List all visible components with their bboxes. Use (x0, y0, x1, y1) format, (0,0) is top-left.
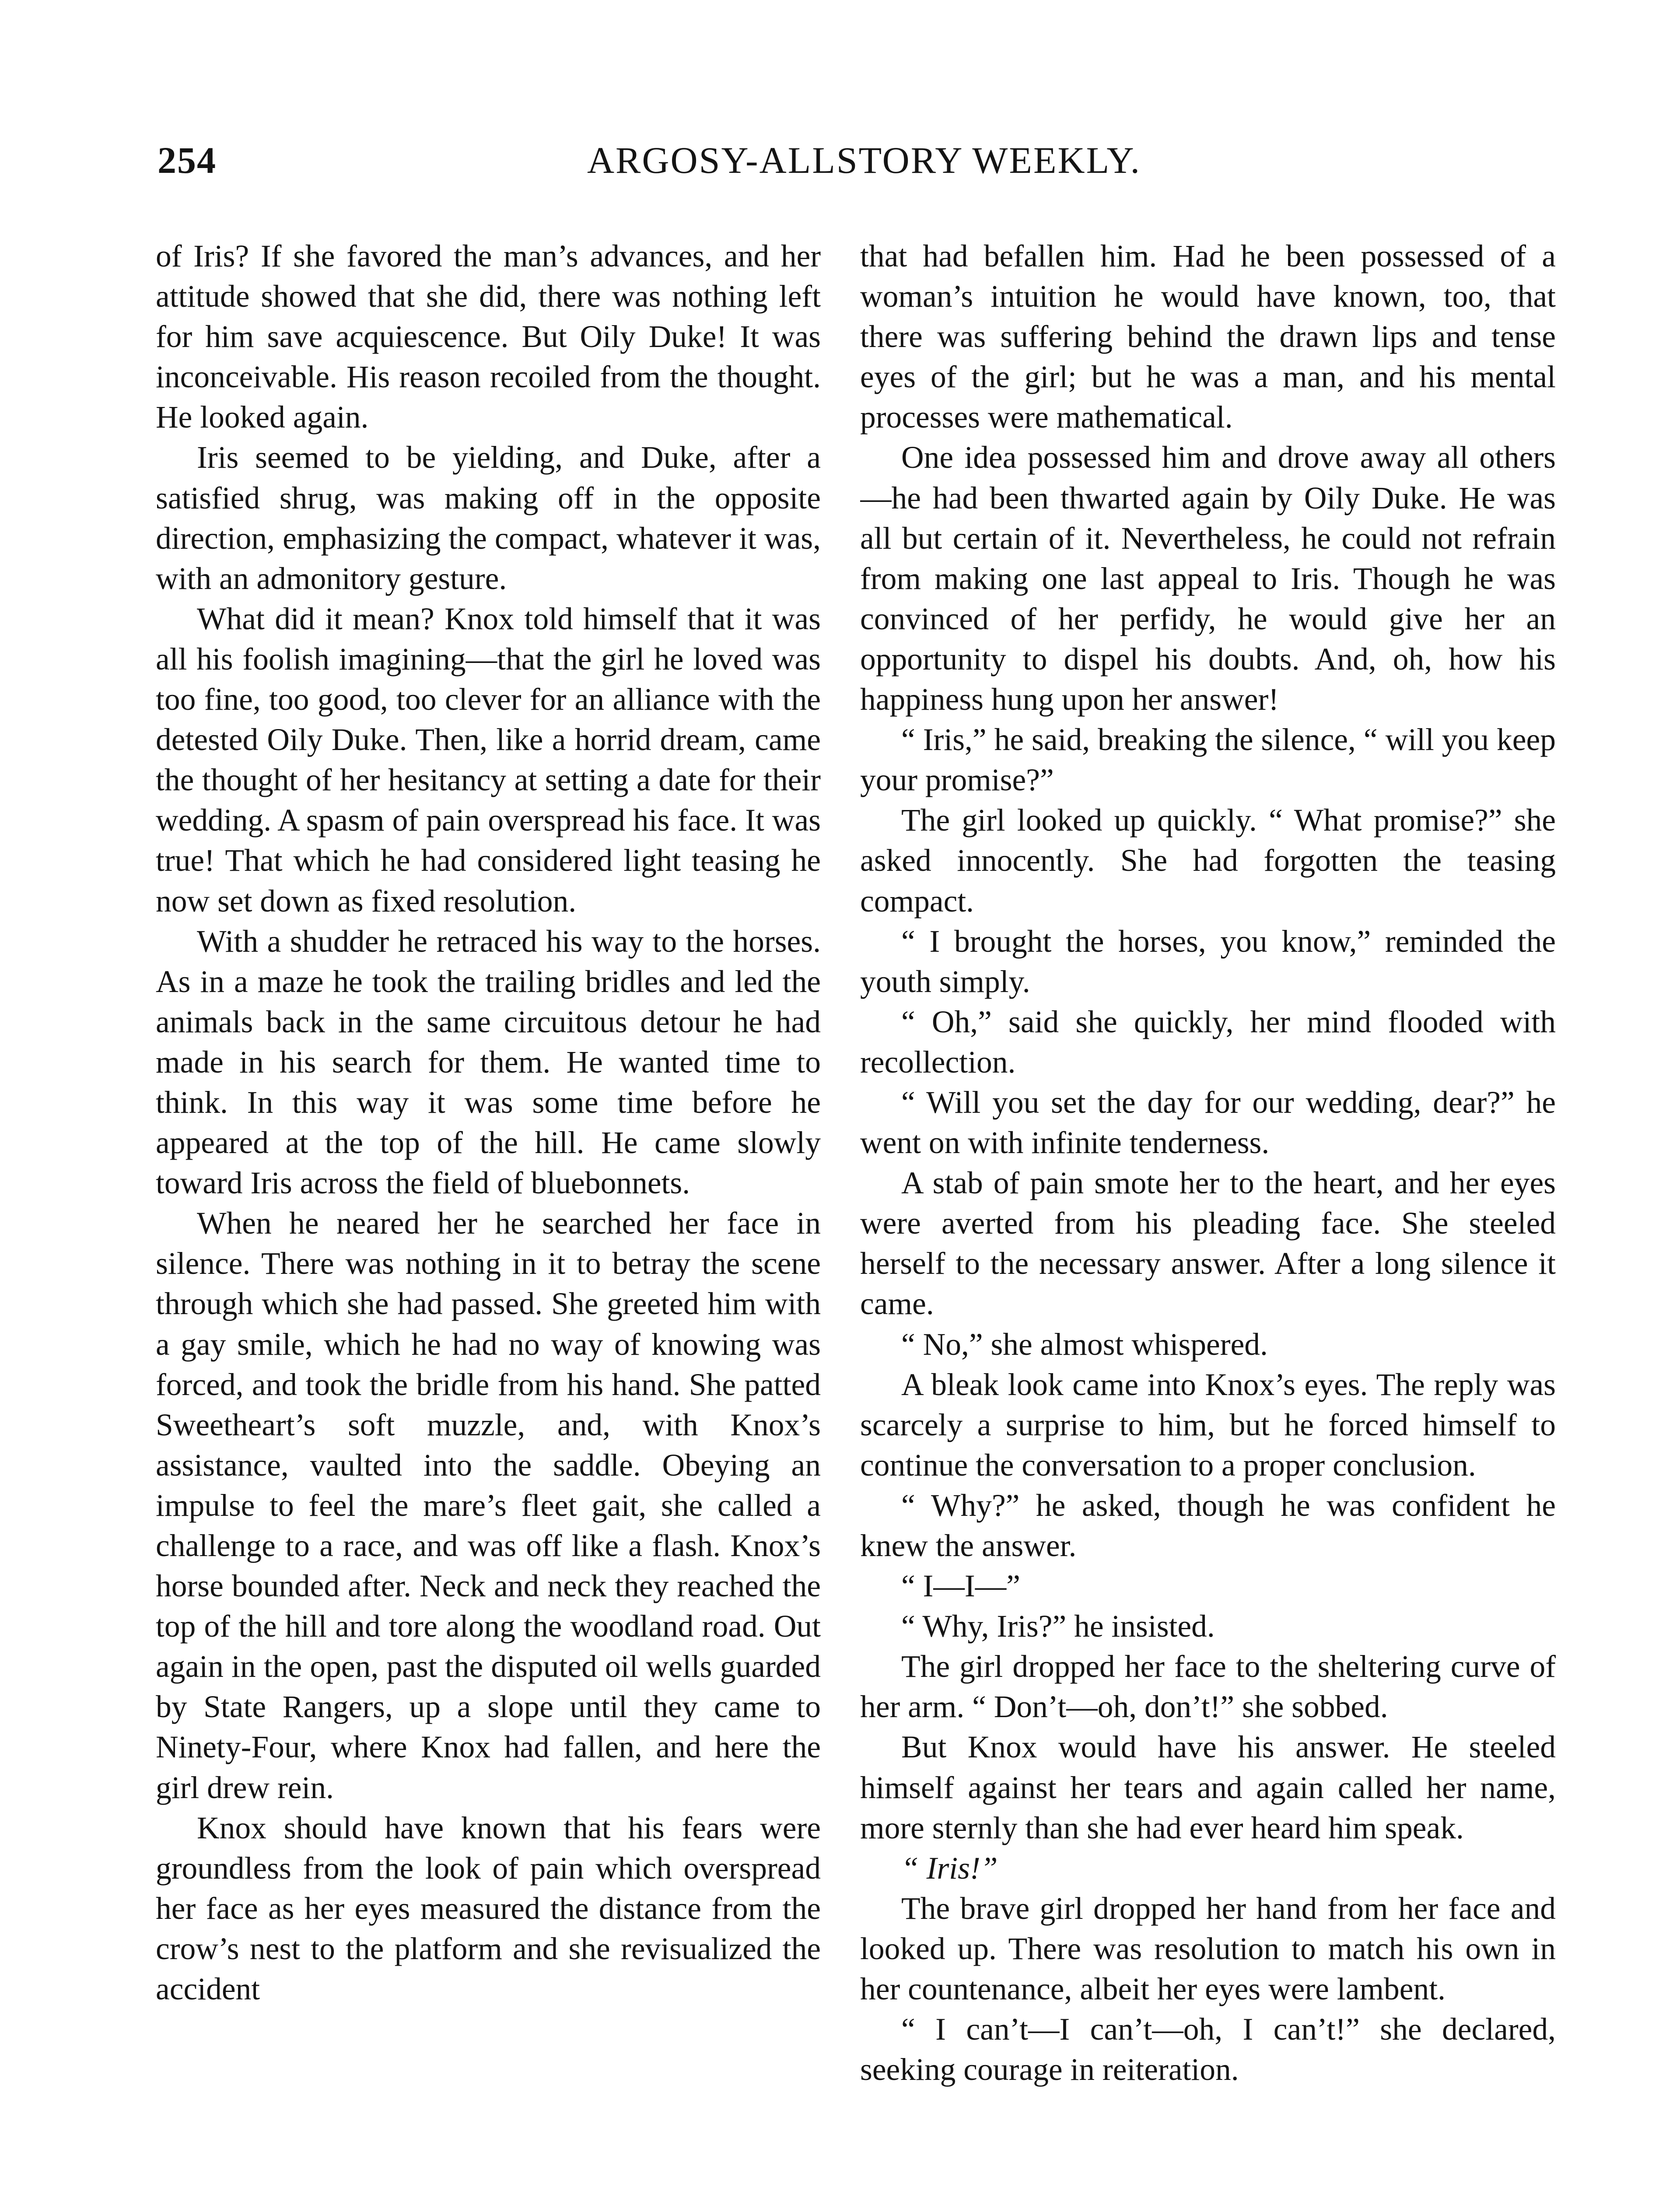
right-column-paragraph: The brave girl dropped her hand from her face and looked up. There was resolution to match his own in her countenance, albeit her eyes were lambent. (860, 1891, 1556, 2007)
left-column-paragraph: Knox should have known that his fears were groundless from the look of pain which overspread her face as her eyes measured the distance from the crow’s nest to the platform and she revisualized the accident (156, 1810, 821, 2007)
right-column-paragraph: “ Will you set the day for our wedding, dear?” he went on with infinite tenderness. (860, 1085, 1556, 1161)
left-column-paragraph: With a shudder he retraced his way to the horses. As in a maze he took the trailing bridles and led the animals back in the same circuitous detour he had made in his search for them. He wanted time to think. In this way it was some time before he appeared at the top of the hill. He came slowly toward Iris across the field of bluebonnets. (156, 924, 821, 1201)
right-column-paragraph: “ No,” she almost whispered. (901, 1327, 1268, 1362)
right-column-paragraph: But Knox would have his answer. He steeled himself against her tears and again called her name, more sternly than she had ever heard him speak. (860, 1730, 1556, 1845)
left-column-paragraph: When he neared her he searched her face in silence. There was nothing in it to betray the scene through which she had passed. She greeted him with a gay smile, which he had no way of knowing was forced, and took the bridle from his hand. She patted Sweetheart’s soft muzzle, and, with Knox’s assistance, vaulted into the saddle. Obeying an impulse to feel the mare’s fleet gait, she called a challenge to a race, and was off like a flash. Knox’s horse bounded after. Neck and neck they reached the top of the hill and tore along the woodland road. Out again in the open, past the disputed oil wells guarded by State Rangers, up a slope until they came to Ninety-Four, where Knox had fallen, and here the girl drew rein. (156, 1206, 821, 1805)
right-column-paragraph: “ I brought the horses, you know,” reminded the youth simply. (860, 924, 1556, 999)
right-column-paragraph: “ I—I—” (901, 1569, 1020, 1604)
left-column-paragraph: Iris seemed to be yielding, and Duke, after a satisfied shrug, was making off in the opposite direction, emphasizing the compact, whatever it was, with an admonitory gesture. (156, 440, 821, 596)
right-column-paragraph: The girl looked up quickly. “ What promise?” she asked innocently. She had forgotten the teasing compact. (860, 803, 1556, 919)
page-header (158, 138, 1571, 191)
right-column-paragraph: The girl dropped her face to the sheltering curve of her arm. “ Don’t—oh, don’t!” she sobbed. (860, 1649, 1556, 1725)
left-column-paragraph: What did it mean? Knox told himself that it was all his foolish imagining—that the girl he loved was too fine, too good, too clever for an alliance with the detested Oily Duke. Then, like a horrid dream, came the thought of her hesitancy at setting a date for their wedding. A spasm of pain overspread his face. It was true! That which he had considered light teasing he now set down as fixed resolution. (156, 601, 821, 919)
right-column-paragraph: “ I can’t—I can’t—oh, I can’t!” she declared, seeking courage in reiteration. (860, 2012, 1556, 2087)
page-number: 254 (158, 139, 217, 181)
right-column-paragraph: “ Iris!” (901, 1851, 998, 1886)
right-column-paragraph: A stab of pain smote her to the heart, and her eyes were averted from his pleading face. She steeled herself to the necessary answer. After a long silence it came. (860, 1166, 1556, 1322)
right-column-paragraph: One idea possessed him and drove away all others—he had been thwarted again by Oily Duke. He was all but certain of it. Nevertheless, he could not refrain from making one last appeal to Iris. Though he was convinced of her perfidy, he would give her an opportunity to dispel his doubts. And, oh, how his happiness hung upon her answer! (860, 440, 1556, 717)
left-column-paragraph: of Iris? If she favored the man’s advances, and her attitude showed that she did, there was nothing left for him save acquiescence. But Oily Duke! It was inconceivable. His reason recoiled from the thought. He looked again. (156, 239, 821, 435)
right-column-paragraph: “ Oh,” said she quickly, her mind flooded with recollection. (860, 1004, 1556, 1080)
right-column-paragraph: “ Iris,” he said, breaking the silence, “ will you keep your promise?” (860, 722, 1556, 798)
right-column-paragraph: A bleak look came into Knox’s eyes. The reply was scarcely a surprise to him, but he forced himself to continue the conversation to a proper conclusion. (860, 1367, 1556, 1483)
right-column (860, 236, 1556, 2188)
running-head: ARGOSY-ALLSTORY WEEKLY. (587, 139, 1141, 181)
right-column-paragraph: that had befallen him. Had he been possessed of a woman’s intuition he would have known, too, that there was suffering behind the drawn lips and tense eyes of the girl; but he was a man, and his mental processes were mathematical. (860, 239, 1556, 435)
right-column-paragraph: “ Why, Iris?” he insisted. (901, 1609, 1215, 1644)
right-column-paragraph: “ Why?” he asked, though he was confident he knew the answer. (860, 1488, 1556, 1563)
left-column (156, 236, 821, 2188)
